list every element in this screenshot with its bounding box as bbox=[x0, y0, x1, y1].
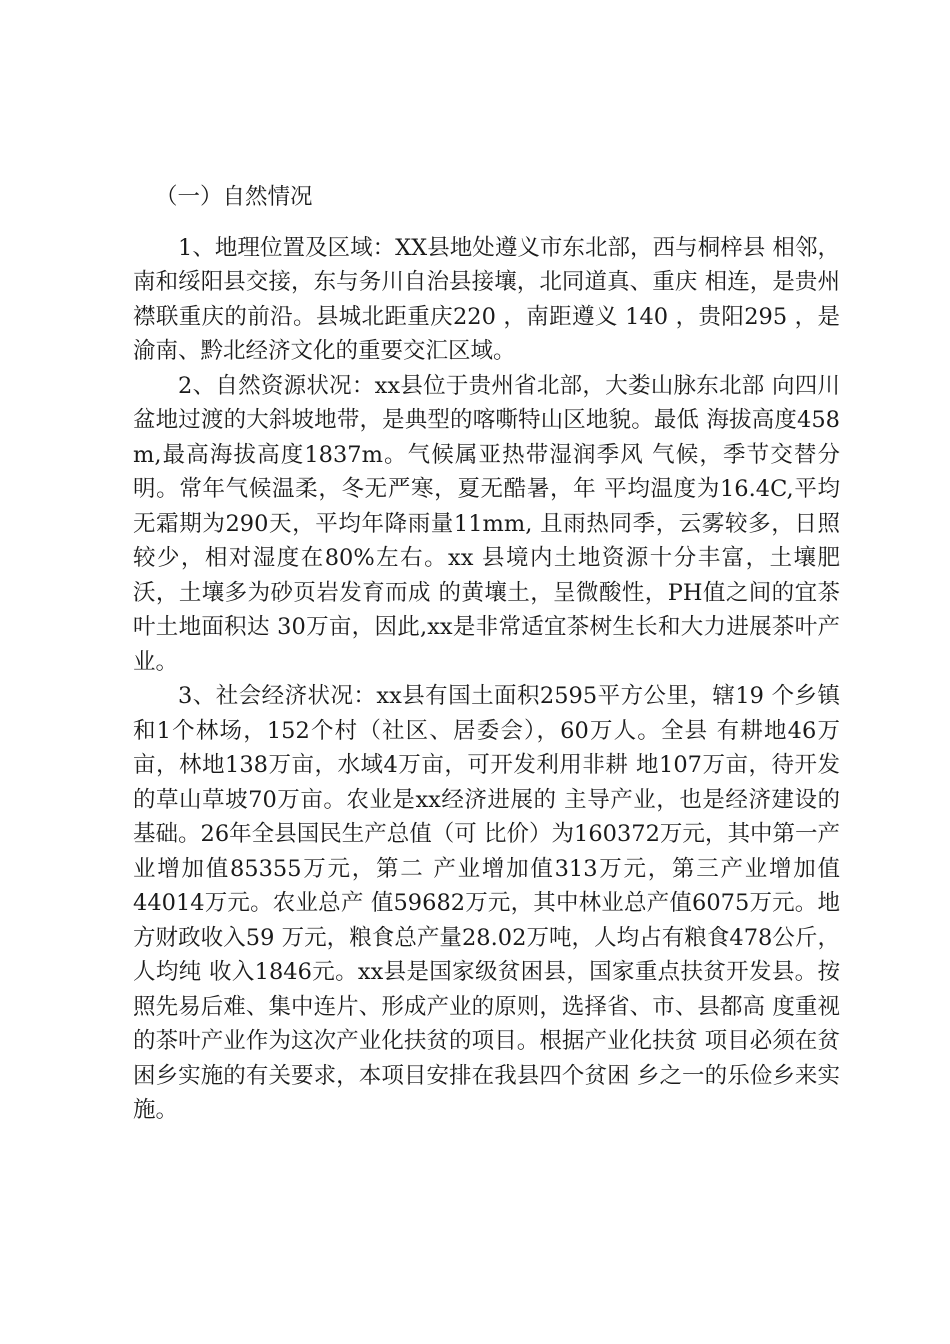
document-body bbox=[133, 180, 840, 1128]
paragraph-socio-economic: 3、社会经济状况：xx县有国土面积2595平方公里，辖19 个乡镇和1个林场，152个村（社区、居委会），60万人。全县 有耕地46万亩，林地138万亩，水域4万亩，可开发利用非耕 地107万亩，待开发的草山草坡70万亩。农业是xx经济进展的 主导产业，也是经济建设的基础。26年全县国民生产总值（可 比价）为160372万元，其中第一产业增加值85355万元，第二 产业增加值313万元，第三产业增加值44014万元。农业总产 值59682万元，其中林业总产值6075万元。地方财政收入59 万元，粮食总产量28.02万吨，人均占有粮食478公斤，人均纯 收入1846元。xx县是国家级贫困县，国家重点扶贫开发县。按 照先易后难、集中连片、形成产业的原则，选择省、市、县都高 度重视的茶叶产业作为这次产业化扶贫的项目。根据产业化扶贫 项目必须在贫困乡实施的有关要求，本项目安排在我县四个贫困 乡之一的乐俭乡来实施。 bbox=[133, 683, 840, 1123]
paragraph-natural-resources: 2、自然资源状况：xx县位于贵州省北部，大娄山脉东北部 向四川盆地过渡的大斜坡地带，是典型的喀嘶特山区地貌。最低 海拔高度458 m,最高海拔高度1837m。气候属亚热带湿润季风 气候，季节交替分明。常年气候温柔，冬无严寒，夏无酷暑，年 平均温度为16.4C,平均无霜期为290天，平均年降雨量11mm, 且雨热同季，云雾较多，日照较少，相对湿度在80%左右。xx 县境内土地资源十分丰富，土壤肥沃，土壤多为砂页岩发育而成 的黄壤土，呈微酸性，PH值之间的宜茶叶土地面积达 30万亩，因此,xx是非常适宜茶树生长和大力进展茶叶产业。 bbox=[133, 372, 840, 675]
paragraph-geography: 1、地理位置及区域：XX县地处遵义市东北部，西与桐梓县 相邻，南和绥阳县交接，东与务川自治县接壤，北同道真、重庆 相连，是贵州襟联重庆的前沿。县城北距重庆220 ，南距遵义 140 ，贵阳295 ，是渝南、黔北经济文化的重要交汇区域。 bbox=[133, 234, 840, 364]
section-heading: （一）自然情况 bbox=[155, 184, 313, 210]
